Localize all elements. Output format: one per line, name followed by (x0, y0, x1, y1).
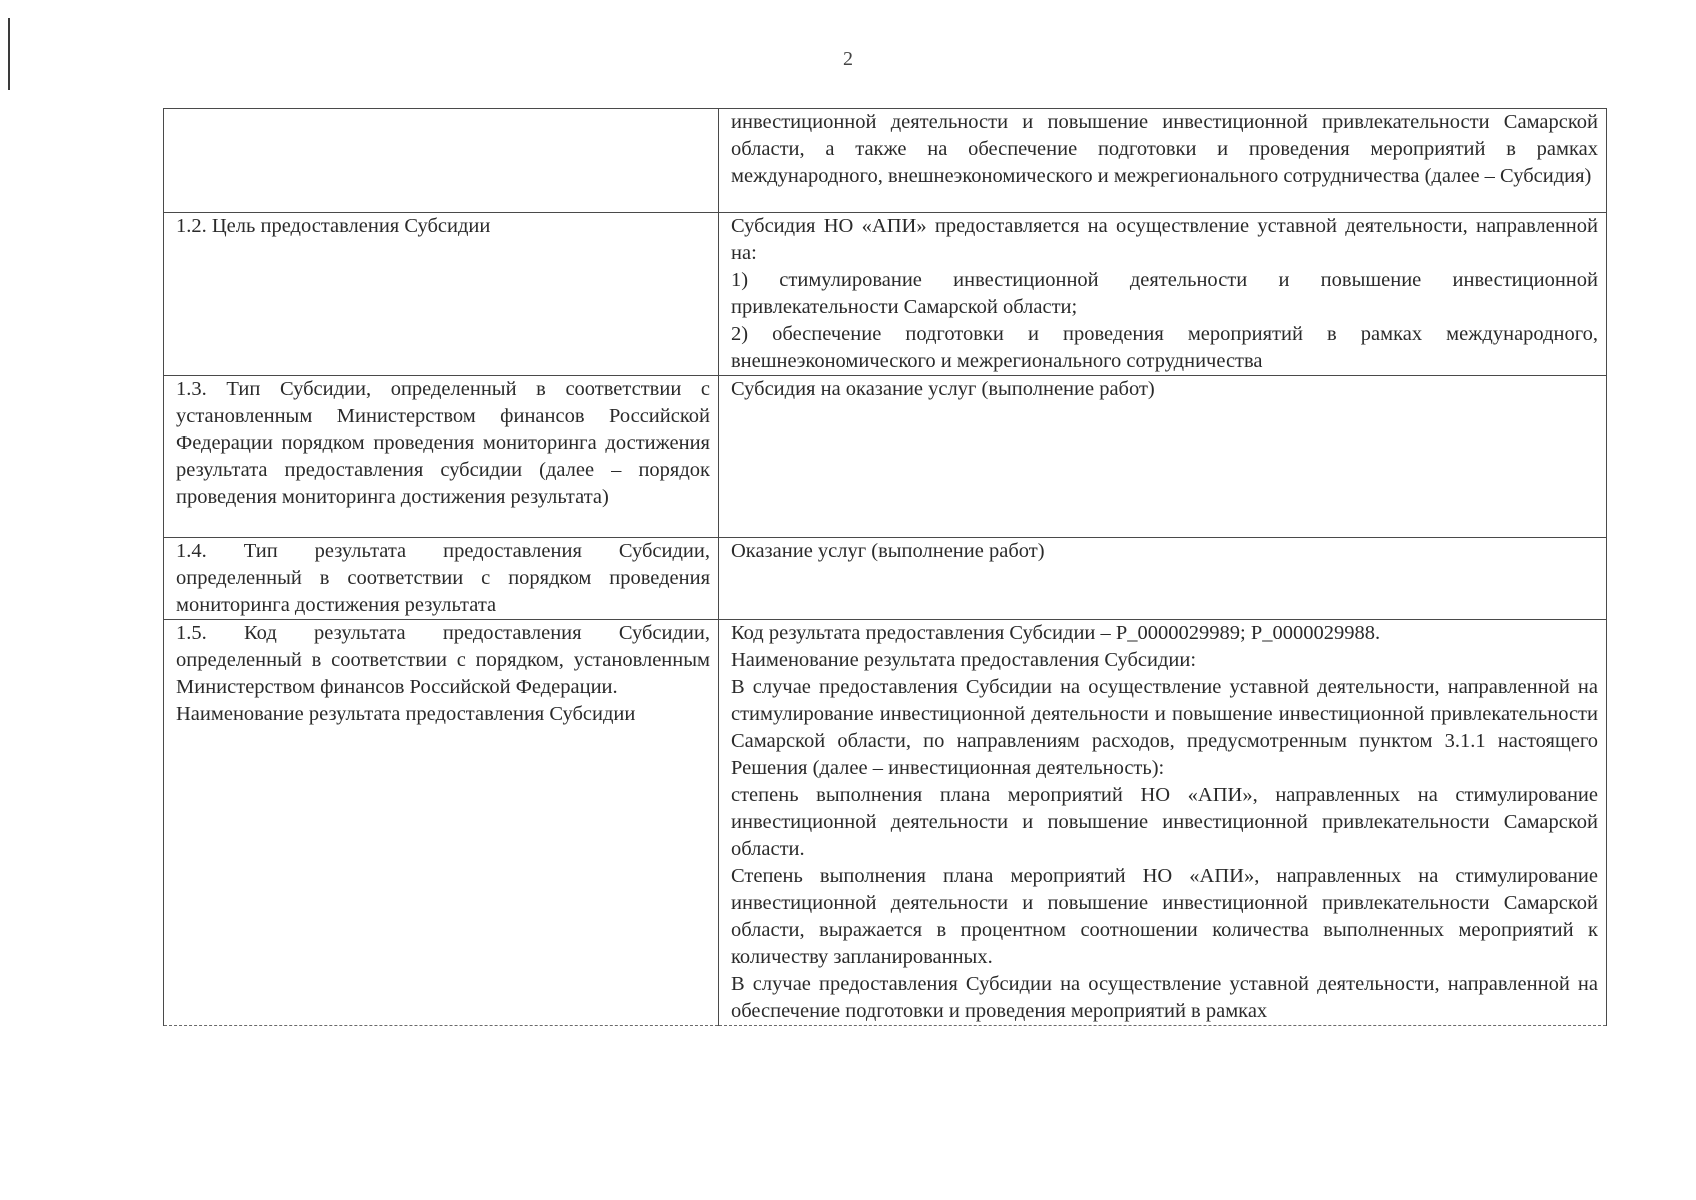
paragraph: В случае предоставления Субсидии на осуществление уставной деятельности, направленной на обеспечение подготовки и проведения мероприятий в рамках (731, 973, 1598, 1022)
page-number: 2 (843, 48, 853, 70)
table-row (164, 538, 1607, 620)
paragraph: инвестиционной деятельности и повышение инвестиционной привлекательности Самарской области, а также на обеспечение подготовки и проведения мероприятий в рамках международного, внешнеэкономического и межрегионального сотрудничества (далее – Субсидия) (731, 111, 1598, 187)
table-row (164, 213, 1607, 376)
paragraph: Наименование результата предоставления Субсидии: (731, 649, 1197, 671)
row-label-cell: 1.4. Тип результата предоставления Субсидии, определенный в соответствии с порядком проведения мониторинга достижения результата (164, 538, 719, 620)
paragraph: Оказание услуг (выполнение работ) (731, 540, 1045, 562)
table-row (164, 620, 1607, 1026)
paragraph: 2) обеспечение подготовки и проведения мероприятий в рамках международного, внешнеэкономического и межрегионального сотрудничества (731, 323, 1598, 372)
row-value-cell (719, 109, 1607, 213)
row-label-cell (164, 620, 719, 1026)
row-label-cell (164, 109, 719, 213)
paragraph: Субсидия НО «АПИ» предоставляется на осуществление уставной деятельности, направленной на: (731, 215, 1598, 264)
row-value-cell (719, 376, 1607, 538)
row-label-cell: 1.3. Тип Субсидии, определенный в соответствии с установленным Министерством финансов Российской Федерации порядком проведения мониторинга достижения результата предоставления субсидии (далее – порядок проведения мониторинга достижения результата) (164, 376, 719, 538)
paragraph: Степень выполнения плана мероприятий НО «АПИ», направленных на стимулирование инвестиционной деятельности и повышение инвестиционной привлекательности Самарской области, выражается в процентном соотношении количества выполненных мероприятий к количеству запланированных. (731, 865, 1598, 968)
paragraph: Субсидия на оказание услуг (выполнение работ) (731, 378, 1155, 400)
paragraph: В случае предоставления Субсидии на осуществление уставной деятельности, направленной на стимулирование инвестиционной деятельности и повышение инвестиционной привлекательности Самарской области, по направлениям расходов, предусмотренным пунктом 3.1.1 настоящего Решения (далее – инвестиционная деятельность): (731, 676, 1598, 779)
paragraph: 1) стимулирование инвестиционной деятельности и повышение инвестиционной привлекательности Самарской области; (731, 269, 1598, 318)
row-value-cell (719, 213, 1607, 376)
row-value-cell (719, 538, 1607, 620)
row-value-cell (719, 620, 1607, 1026)
row-label-cell: 1.2. Цель предоставления Субсидии (164, 213, 719, 376)
paragraph: Код результата предоставления Субсидии – Р_0000029989; Р_0000029988. (731, 622, 1381, 644)
table-row (164, 376, 1607, 538)
paragraph: Наименование результата предоставления Субсидии (176, 703, 636, 725)
subsidy-table (163, 108, 1607, 1026)
paragraph: 1.5. Код результата предоставления Субсидии, определенный в соответствии с порядком, установленным Министерством финансов Российской Федерации. (176, 622, 710, 698)
paragraph: степень выполнения плана мероприятий НО «АПИ», направленных на стимулирование инвестиционной деятельности и повышение инвестиционной привлекательности Самарской области. (731, 784, 1598, 860)
table-row (164, 109, 1607, 213)
